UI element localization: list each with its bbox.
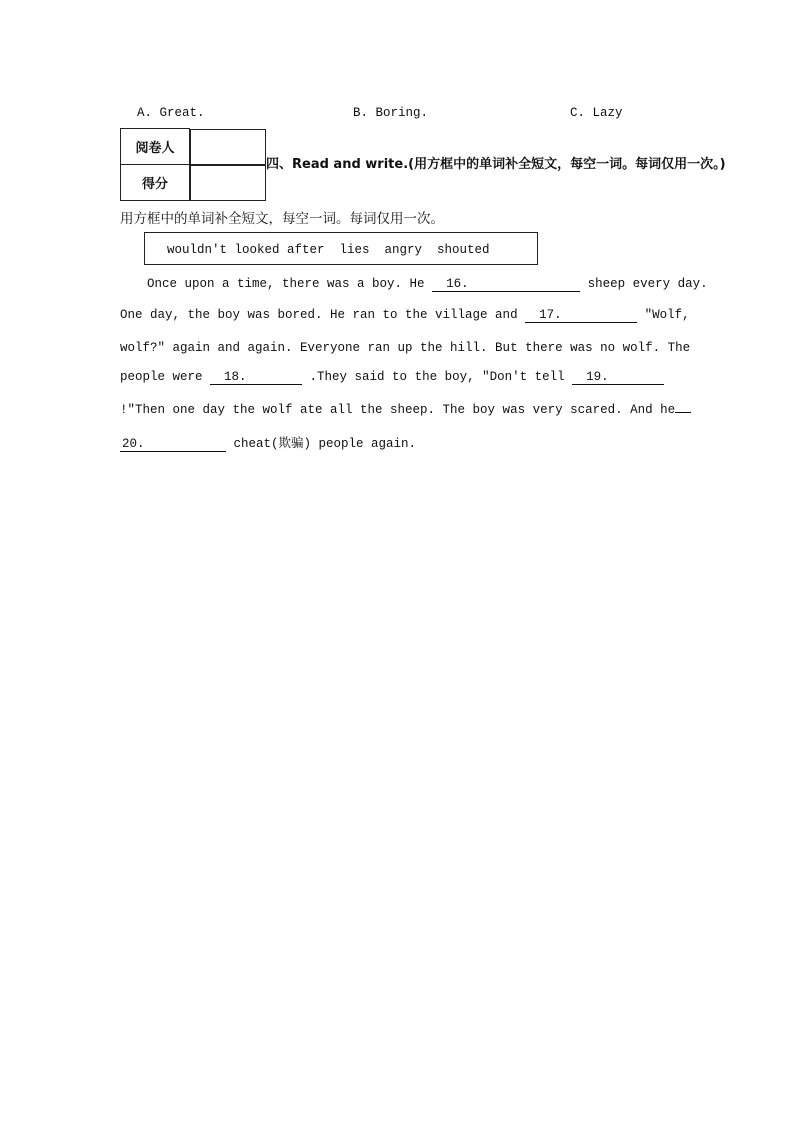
passage-line-3: wolf?" again and again. Everyone ran up the hill. But there was no wolf. The: [120, 341, 691, 355]
blank-20-lead: [675, 412, 691, 413]
passage-text: Once upon a time, there was a boy. He: [147, 277, 425, 291]
blank-19[interactable]: [572, 370, 664, 385]
option-a: A. Great.: [137, 106, 205, 120]
passage-text: "Wolf,: [644, 308, 690, 322]
reviewer-cell: [190, 129, 266, 165]
passage-line-6: [120, 433, 416, 452]
passage-line-5: [120, 403, 691, 417]
blank-20[interactable]: [120, 437, 226, 452]
blank-number: 18.: [224, 370, 247, 384]
passage-text: !"Then one day the wolf ate all the sheep. The boy was very scared. And he: [120, 403, 676, 417]
passage-line-1: [147, 277, 708, 292]
blank-number: 20.: [122, 437, 145, 451]
blank-number: 16.: [446, 277, 469, 291]
score-label: 得分: [121, 165, 190, 201]
blank-number: 17.: [539, 308, 562, 322]
option-c: C. Lazy: [570, 106, 623, 120]
section-instruction: 用方框中的单词补全短文，每空一词。每词仅用一次。: [120, 211, 444, 227]
blank-17[interactable]: [525, 308, 637, 323]
passage-text: cheat(欺骗) people again.: [233, 437, 417, 451]
passage-text: people were: [120, 370, 203, 384]
word-box: [144, 232, 538, 265]
blank-18[interactable]: [210, 370, 302, 385]
score-cell: [190, 165, 266, 201]
passage-text: sheep every day.: [587, 277, 708, 291]
score-table: [120, 128, 267, 201]
passage-line-4: [120, 370, 664, 385]
blank-16[interactable]: [432, 277, 580, 292]
blank-number: 19.: [586, 370, 609, 384]
option-b: B. Boring.: [353, 106, 429, 120]
section-heading: 四、Read and write.(用方框中的单词补全短文，每空一词。每词仅用一次。): [266, 157, 726, 172]
passage-text: One day, the boy was bored. He ran to the village and: [120, 308, 518, 322]
passage-text: .They said to the boy, "Don't tell: [309, 370, 565, 384]
reviewer-label: 阅卷人: [121, 129, 190, 165]
passage-line-2: [120, 308, 690, 323]
word-box-words: wouldn't looked after lies angry shouted: [167, 243, 490, 257]
